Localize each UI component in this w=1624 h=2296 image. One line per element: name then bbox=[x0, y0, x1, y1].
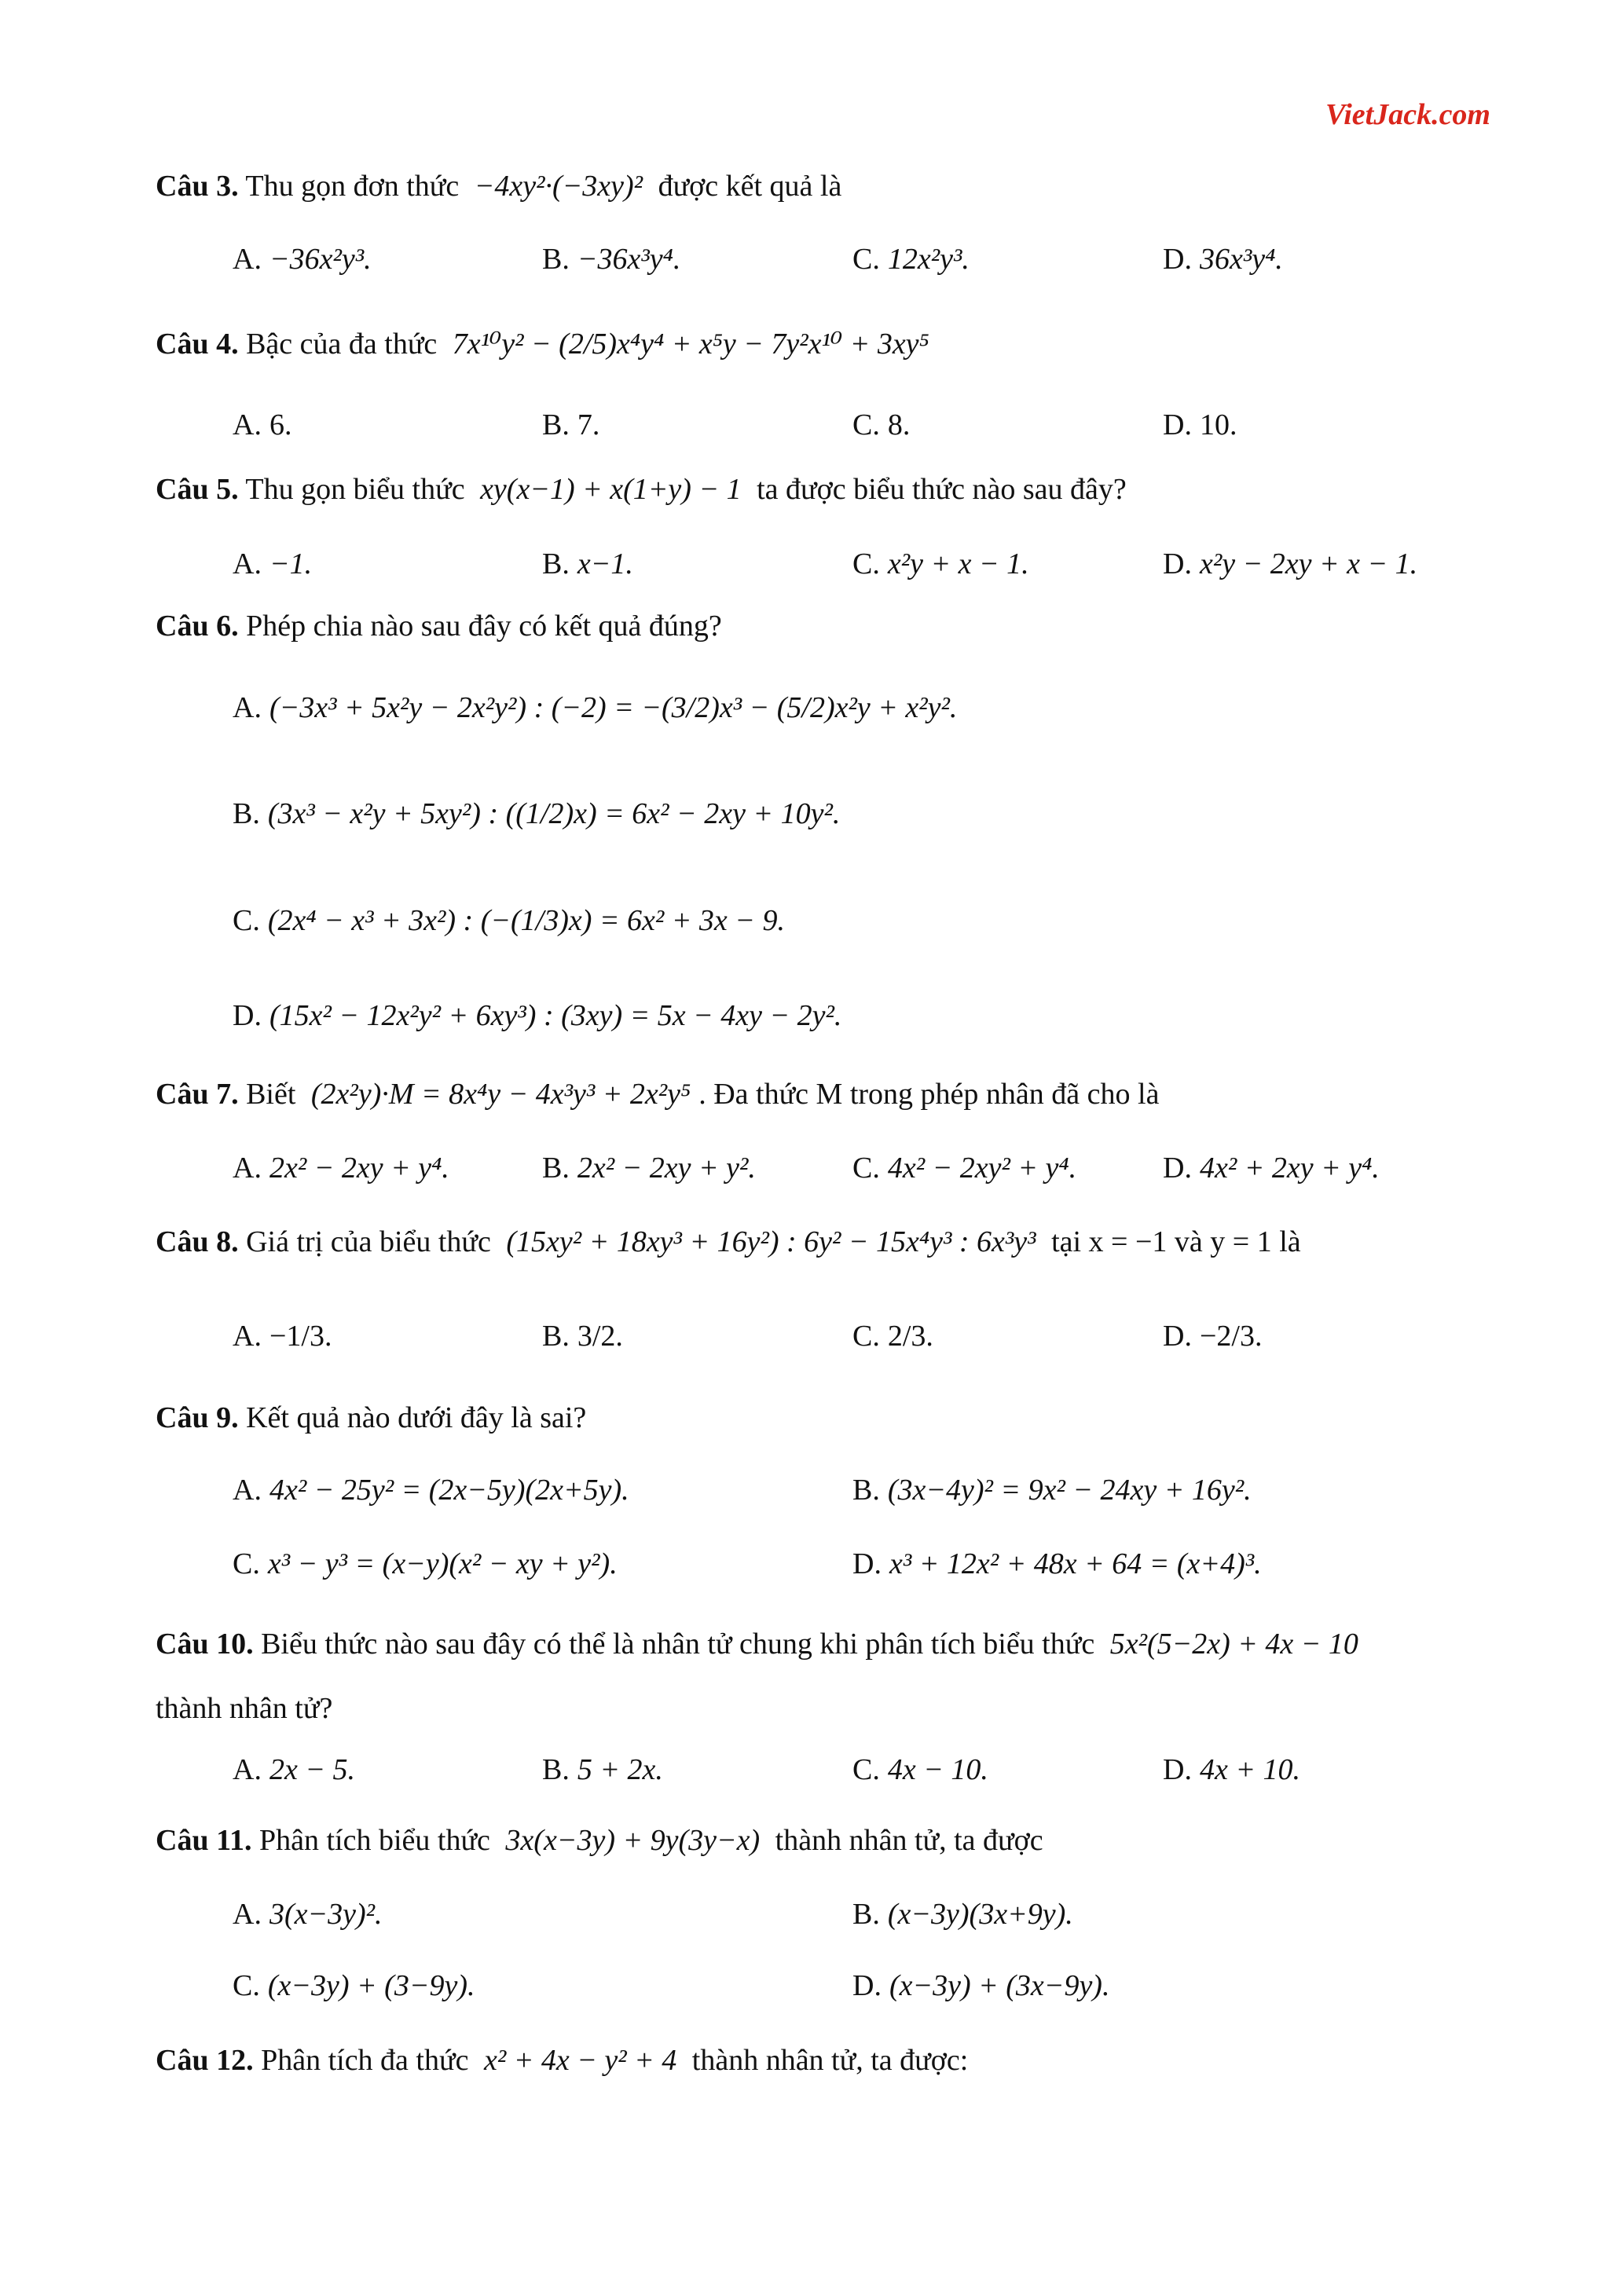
option-label: B. bbox=[542, 408, 570, 441]
option-a bbox=[233, 1150, 449, 1186]
question-number: Câu 10. bbox=[156, 1628, 254, 1661]
option-label: C. bbox=[852, 408, 880, 441]
option-label: D. bbox=[1163, 547, 1192, 580]
question-text: Kết quả nào dưới đây là sai? bbox=[246, 1401, 587, 1434]
question-number: Câu 6. bbox=[156, 610, 239, 643]
option-c bbox=[233, 1546, 618, 1582]
option-d bbox=[233, 998, 841, 1034]
question-text: Bậc của đa thức bbox=[246, 328, 438, 361]
question-tail: được kết quả là bbox=[658, 170, 842, 203]
option-d bbox=[852, 1968, 1109, 2004]
option-label: B. bbox=[542, 1753, 570, 1786]
option-value: (x−3y)(3x+9y). bbox=[887, 1898, 1073, 1931]
option-label: A. bbox=[233, 1152, 262, 1185]
option-a bbox=[233, 1472, 629, 1508]
option-label: D. bbox=[1163, 1320, 1192, 1353]
question-math: 5x²(5−2x) + 4x − 10 bbox=[1109, 1628, 1358, 1661]
option-value: −2/3. bbox=[1199, 1320, 1263, 1353]
option-b bbox=[542, 407, 599, 443]
option-c bbox=[233, 1968, 475, 2004]
option-value: (x−3y) + (3x−9y). bbox=[889, 1969, 1110, 2002]
option-value: x³ + 12x² + 48x + 64 = (x+4)³. bbox=[889, 1547, 1262, 1580]
option-c bbox=[233, 903, 785, 939]
question-tail: tại x = −1 và y = 1 là bbox=[1051, 1225, 1301, 1258]
option-c bbox=[852, 407, 910, 443]
option-value: 10. bbox=[1199, 408, 1237, 441]
question-tail: . Đa thức M trong phép nhân đã cho là bbox=[698, 1078, 1160, 1111]
option-a bbox=[233, 407, 291, 443]
question-number: Câu 9. bbox=[156, 1401, 239, 1434]
option-c bbox=[852, 1318, 933, 1354]
option-label: D. bbox=[1163, 408, 1192, 441]
option-d bbox=[1163, 241, 1283, 277]
question-number: Câu 7. bbox=[156, 1078, 239, 1111]
question-text: Phép chia nào sau đây có kết quả đúng? bbox=[246, 610, 722, 643]
option-a bbox=[233, 1896, 383, 1932]
question-text: Thu gọn biểu thức bbox=[245, 473, 465, 506]
option-value: (−3x³ + 5x²y − 2x²y²) : (−2) = −(3/2)x³ − (5/2)x²y + x²y². bbox=[269, 691, 958, 724]
question-number: Câu 8. bbox=[156, 1225, 239, 1258]
option-value: 4x² − 25y² = (2x−5y)(2x+5y). bbox=[269, 1474, 629, 1507]
option-label: B. bbox=[852, 1898, 880, 1931]
question-4 bbox=[156, 326, 937, 362]
option-label: D. bbox=[1163, 243, 1192, 276]
option-label: C. bbox=[852, 1152, 880, 1185]
option-value: 4x² + 2xy + y⁴. bbox=[1199, 1152, 1380, 1185]
question-number: Câu 5. bbox=[156, 473, 239, 506]
option-value: 12x²y³. bbox=[887, 243, 970, 276]
option-value: (15x² − 12x²y² + 6xy³) : (3xy) = 5x − 4xy − 2y². bbox=[269, 999, 842, 1032]
option-value: 3(x−3y)². bbox=[269, 1898, 383, 1931]
option-value: 2x² − 2xy + y². bbox=[577, 1152, 756, 1185]
option-value: 4x² − 2xy² + y⁴. bbox=[887, 1152, 1077, 1185]
option-b bbox=[542, 1318, 623, 1354]
question-tail: thành nhân tử, ta được bbox=[775, 1824, 1043, 1857]
question-text: Biểu thức nào sau đây có thể là nhân tử chung khi phân tích biểu thức bbox=[261, 1628, 1095, 1661]
option-label: A. bbox=[233, 547, 262, 580]
question-text: Phân tích biểu thức bbox=[258, 1824, 490, 1857]
option-label: C. bbox=[852, 243, 880, 276]
option-value: −1/3. bbox=[269, 1320, 332, 1353]
option-a bbox=[233, 1318, 332, 1354]
question-number: Câu 3. bbox=[156, 170, 239, 203]
option-label: D. bbox=[852, 1969, 882, 2002]
question-text: Giá trị của biểu thức bbox=[246, 1225, 491, 1258]
option-label: C. bbox=[233, 1547, 260, 1580]
option-label: D. bbox=[852, 1547, 882, 1580]
question-math: 7x¹⁰y² − (2/5)x⁴y⁴ + x⁵y − 7y²x¹⁰ + 3xy⁵ bbox=[452, 328, 929, 361]
option-c bbox=[852, 1752, 988, 1788]
question-math: 3x(x−3y) + 9y(3y−x) bbox=[505, 1824, 761, 1857]
option-value: x²y + x − 1. bbox=[887, 547, 1029, 580]
option-value: x³ − y³ = (x−y)(x² − xy + y²). bbox=[267, 1547, 618, 1580]
option-label: B. bbox=[542, 547, 570, 580]
option-value: −36x²y³. bbox=[269, 243, 372, 276]
option-value: 6. bbox=[269, 408, 292, 441]
option-label: C. bbox=[233, 904, 260, 937]
option-value: 2x − 5. bbox=[269, 1753, 355, 1786]
option-value: 8. bbox=[887, 408, 911, 441]
option-c bbox=[852, 546, 1029, 582]
option-a bbox=[233, 241, 372, 277]
option-label: B. bbox=[233, 797, 260, 830]
option-value: 36x³y⁴. bbox=[1199, 243, 1283, 276]
option-label: C. bbox=[233, 1969, 260, 2002]
option-label: A. bbox=[233, 1474, 262, 1507]
option-b bbox=[542, 241, 680, 277]
option-value: (2x⁴ − x³ + 3x²) : (−(1/3)x) = 6x² + 3x − 9. bbox=[267, 904, 785, 937]
question-12 bbox=[156, 2042, 968, 2078]
question-continuation: thành nhân tử? bbox=[156, 1692, 333, 1725]
option-label: D. bbox=[1163, 1753, 1192, 1786]
question-8 bbox=[156, 1224, 1301, 1260]
option-label: A. bbox=[233, 1898, 262, 1931]
option-a bbox=[233, 1752, 355, 1788]
option-value: x²y − 2xy + x − 1. bbox=[1199, 547, 1418, 580]
option-a bbox=[233, 690, 957, 726]
option-value: 3/2. bbox=[577, 1320, 623, 1353]
option-c bbox=[852, 241, 970, 277]
option-label: B. bbox=[542, 243, 570, 276]
option-value: 4x + 10. bbox=[1199, 1753, 1300, 1786]
question-number: Câu 11. bbox=[156, 1824, 252, 1857]
question-number: Câu 12. bbox=[156, 2044, 254, 2077]
option-label: A. bbox=[233, 1753, 262, 1786]
option-label: C. bbox=[852, 1320, 880, 1353]
option-value: 5 + 2x. bbox=[577, 1753, 663, 1786]
question-number: Câu 4. bbox=[156, 328, 239, 361]
question-10 bbox=[156, 1626, 1366, 1662]
question-7 bbox=[156, 1076, 1159, 1112]
option-d bbox=[1163, 546, 1417, 582]
question-9 bbox=[156, 1400, 586, 1436]
option-value: 2/3. bbox=[887, 1320, 933, 1353]
option-label: A. bbox=[233, 1320, 262, 1353]
question-math: −4xy²·(−3xy)² bbox=[474, 170, 643, 203]
option-label: B. bbox=[852, 1474, 880, 1507]
option-label: B. bbox=[542, 1152, 570, 1185]
option-label: A. bbox=[233, 691, 262, 724]
option-label: C. bbox=[852, 1753, 880, 1786]
question-text: Phân tích đa thức bbox=[261, 2044, 469, 2077]
option-value: 4x − 10. bbox=[887, 1753, 988, 1786]
option-label: D. bbox=[233, 999, 262, 1032]
option-d bbox=[1163, 1150, 1380, 1186]
option-value: −36x³y⁴. bbox=[577, 243, 681, 276]
option-label: B. bbox=[542, 1320, 570, 1353]
question-text: Biết bbox=[246, 1078, 296, 1111]
question-tail: ta được biểu thức nào sau đây? bbox=[757, 473, 1127, 506]
option-b bbox=[542, 1150, 756, 1186]
option-value: 7. bbox=[577, 408, 600, 441]
option-d bbox=[1163, 407, 1237, 443]
option-label: A. bbox=[233, 408, 262, 441]
question-3 bbox=[156, 168, 841, 204]
question-math: (2x²y)·M = 8x⁴y − 4x³y³ + 2x²y⁵ bbox=[310, 1078, 691, 1111]
question-6 bbox=[156, 608, 722, 644]
question-math: (15xy² + 18xy³ + 16y²) : 6y² − 15x⁴y³ : 6x³y³ bbox=[506, 1225, 1036, 1258]
option-a bbox=[233, 546, 312, 582]
option-b bbox=[852, 1896, 1073, 1932]
option-b bbox=[542, 1752, 663, 1788]
option-b bbox=[233, 796, 840, 832]
option-d bbox=[1163, 1752, 1300, 1788]
question-math: x² + 4x − y² + 4 bbox=[483, 2044, 677, 2077]
question-11 bbox=[156, 1822, 1043, 1858]
option-value: 2x² − 2xy + y⁴. bbox=[269, 1152, 449, 1185]
option-label: C. bbox=[852, 547, 880, 580]
question-text: Thu gọn đơn thức bbox=[245, 170, 460, 203]
question-tail: thành nhân tử, ta được: bbox=[691, 2044, 969, 2077]
option-c bbox=[852, 1150, 1076, 1186]
question-5 bbox=[156, 471, 1127, 507]
question-math: xy(x−1) + x(1+y) − 1 bbox=[480, 473, 742, 506]
option-value: x−1. bbox=[577, 547, 633, 580]
option-b bbox=[542, 546, 633, 582]
option-label: D. bbox=[1163, 1152, 1192, 1185]
option-value: (x−3y) + (3−9y). bbox=[267, 1969, 475, 2002]
brand-logo-text: VietJack.com bbox=[1325, 98, 1490, 131]
option-value: (3x³ − x²y + 5xy²) : ((1/2)x) = 6x² − 2xy + 10y². bbox=[267, 797, 841, 830]
option-b bbox=[852, 1472, 1252, 1508]
option-d bbox=[1163, 1318, 1262, 1354]
option-value: (3x−4y)² = 9x² − 24xy + 16y². bbox=[887, 1474, 1252, 1507]
option-label: A. bbox=[233, 243, 262, 276]
option-value: −1. bbox=[269, 547, 313, 580]
option-d bbox=[852, 1546, 1262, 1582]
